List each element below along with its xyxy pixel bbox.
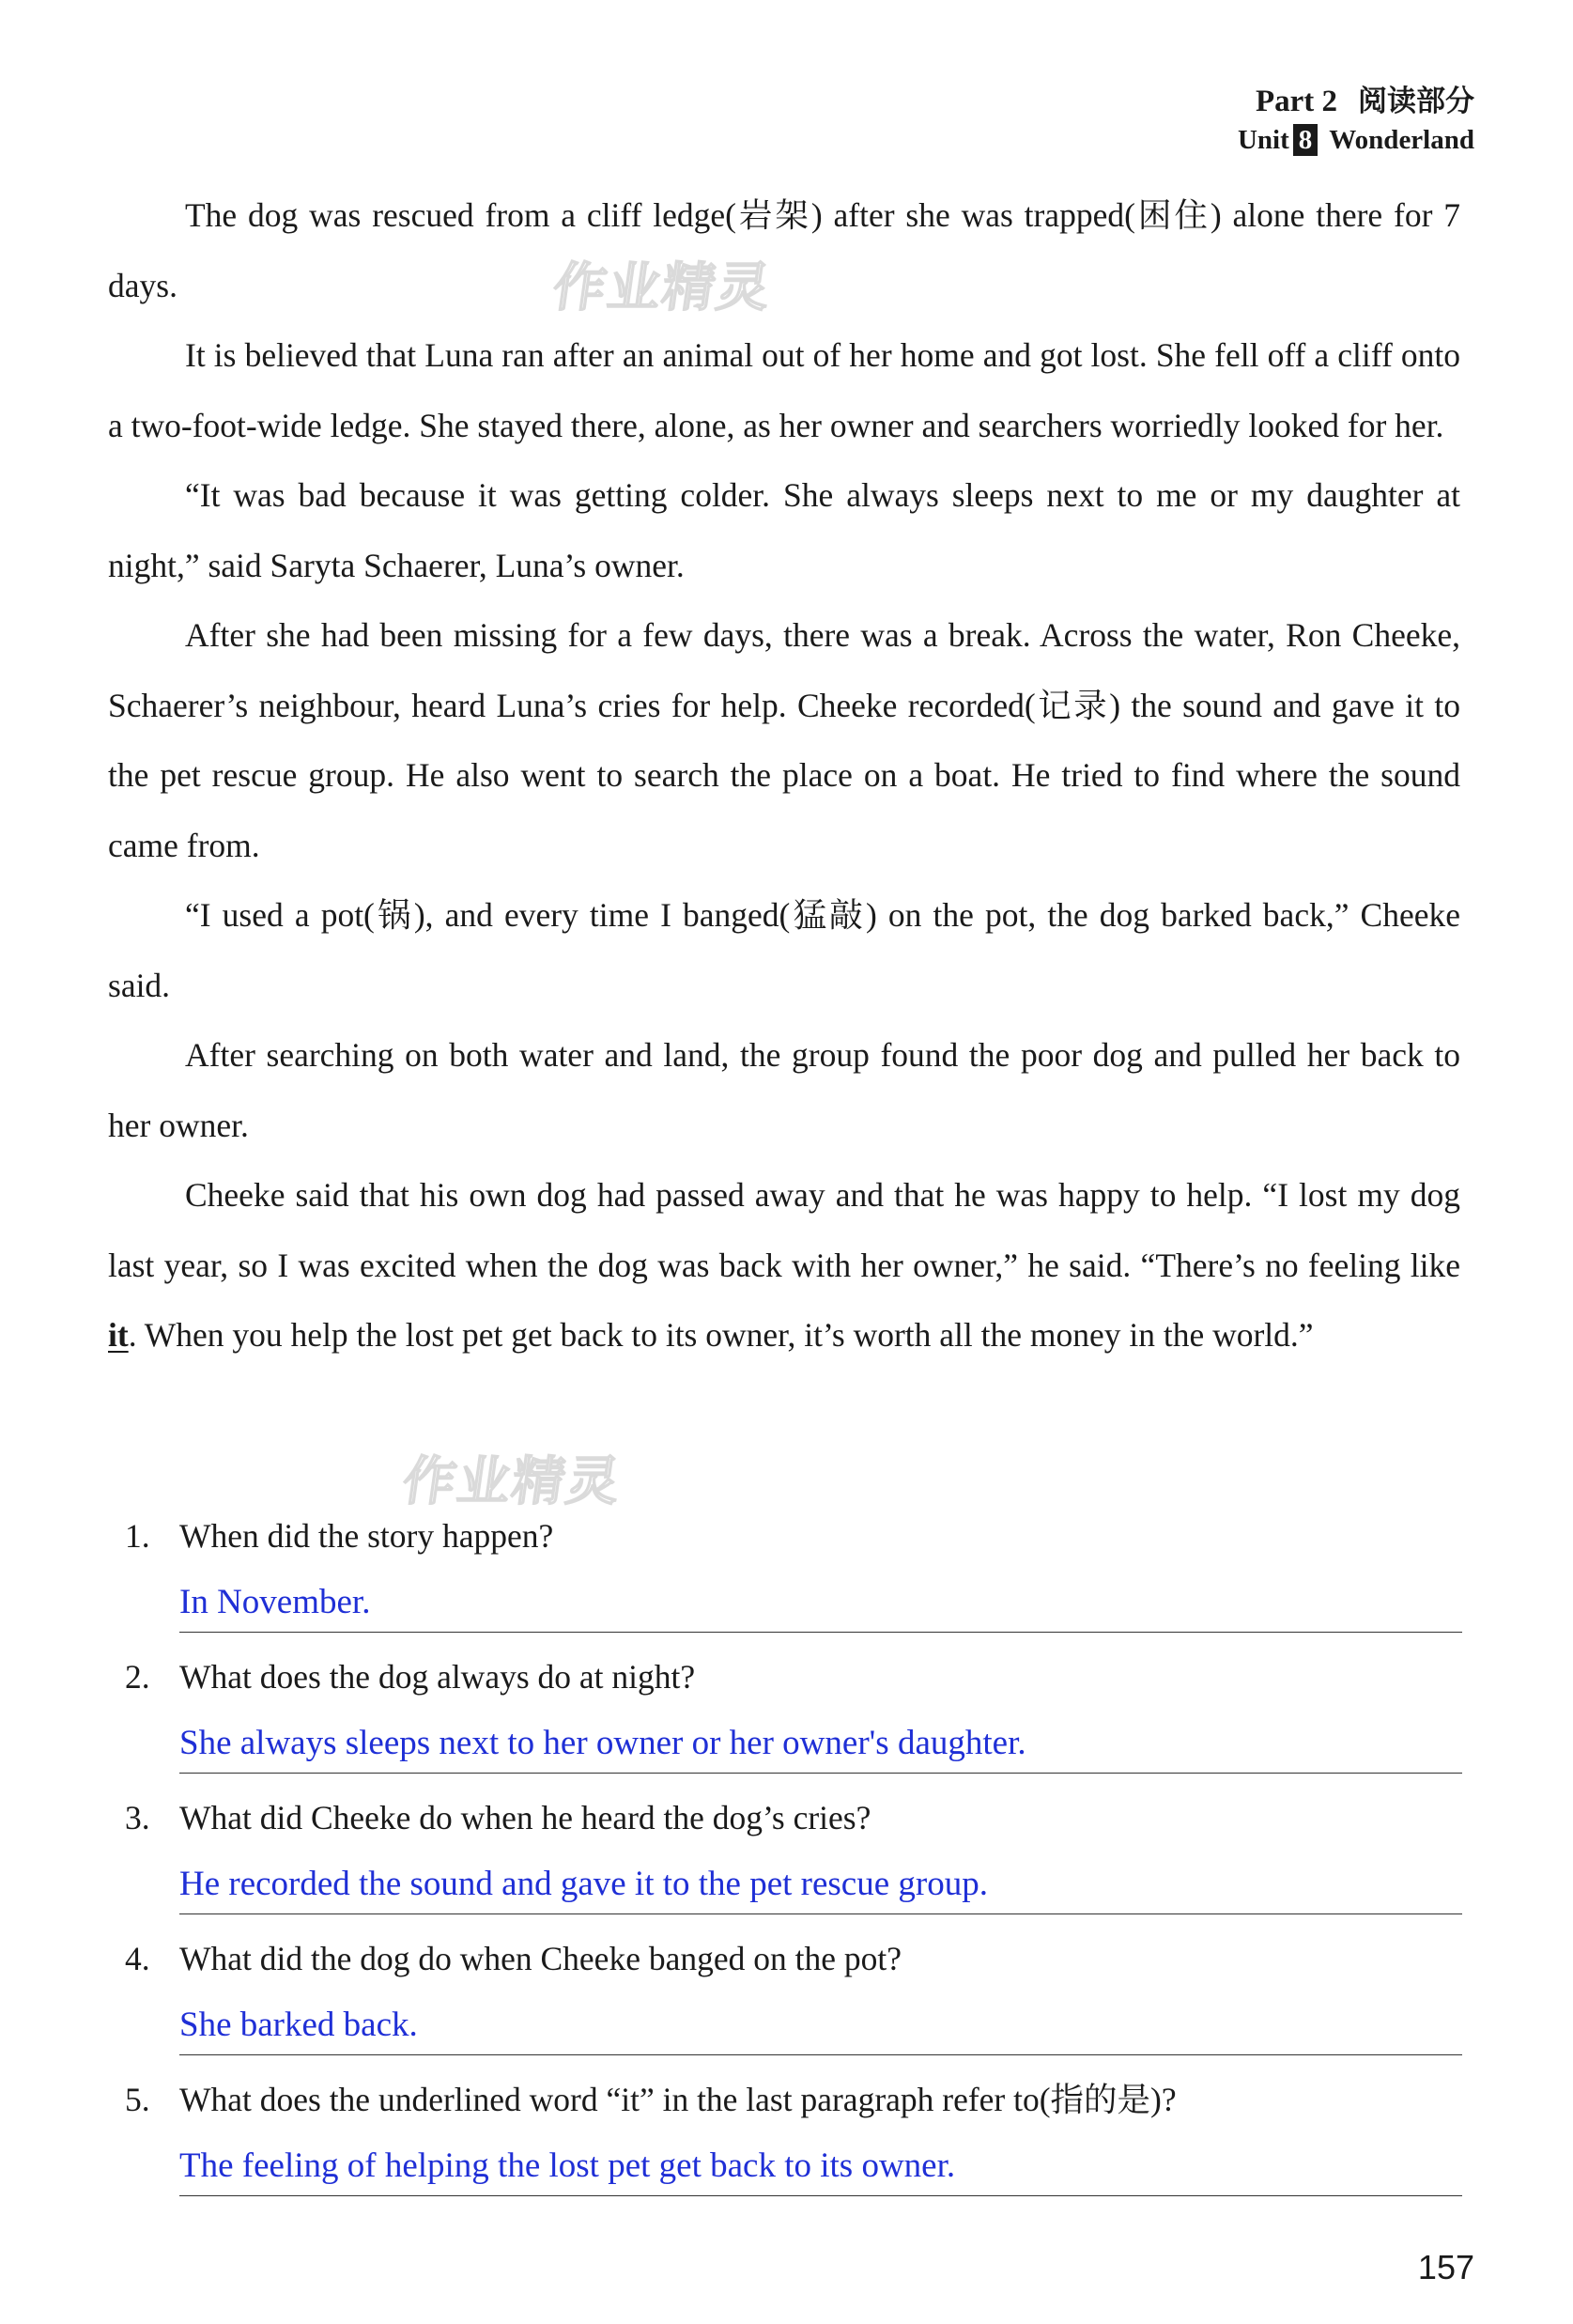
- question-list: [108, 1506, 1460, 2210]
- passage-paragraph-5: “I used a pot(锅), and every time I banged(猛敲) on the pot, the dog barked back,” Cheeke said.: [108, 896, 1460, 1004]
- page-number: 157: [1417, 2248, 1474, 2286]
- question-4-text: [125, 1929, 902, 1989]
- passage-paragraph-2: It is believed that Luna ran after an animal out of her home and got lost. She fell off a cliff onto a two-foot-wide ledge. She stayed there, alone, as her owner and searchers worriedly looked for her.: [108, 336, 1460, 444]
- question-5-text: [125, 2069, 1177, 2130]
- part-chinese-title: 阅读部分: [1358, 85, 1474, 118]
- passage-paragraph-6: After searching on both water and land, the group found the poor dog and pulled her back to her owner.: [108, 1036, 1460, 1144]
- question-item-3: [108, 1788, 1460, 1929]
- question-2-text: [125, 1647, 695, 1707]
- answer-line-1[interactable]: In November.: [179, 1566, 1462, 1633]
- question-item-4: [108, 1929, 1460, 2069]
- question-prompt: What did the dog do when Cheeke banged on the pot?: [179, 1940, 902, 1977]
- part-label: Part 2: [1255, 85, 1337, 118]
- answer-line-3[interactable]: He recorded the sound and gave it to the pet rescue group.: [179, 1848, 1462, 1914]
- question-item-2: [108, 1647, 1460, 1788]
- question-number: 1.: [125, 1517, 150, 1555]
- question-item-1: [108, 1506, 1460, 1647]
- watermark-top: 作业精灵: [548, 257, 776, 318]
- question-3-text: [125, 1788, 871, 1848]
- question-prompt: What did Cheeke do when he heard the dog’s cries?: [179, 1799, 871, 1836]
- reading-passage: [108, 180, 1460, 1371]
- passage-paragraph-7: [108, 1160, 1460, 1371]
- unit-label: Unit: [1237, 125, 1289, 156]
- answer-line-5[interactable]: The feeling of helping the lost pet get back to its owner.: [179, 2130, 1462, 2196]
- page-header: [1238, 83, 1474, 158]
- question-prompt: When did the story happen?: [179, 1517, 554, 1555]
- question-prompt: What does the underlined word “it” in the last paragraph refer to(指的是)?: [179, 2081, 1177, 2118]
- paragraph-7-text-start: Cheeke said that his own dog had passed away and that he was happy to help. “I lost my dog last year, so I was excited when the dog was back with her owner,” he said. “There’s no feeling like: [108, 1176, 1460, 1284]
- question-number: 2.: [125, 1658, 150, 1696]
- question-number: 3.: [125, 1799, 150, 1836]
- watermark-bottom: 作业精灵: [398, 1451, 625, 1512]
- paragraph-7-text-end: . When you help the lost pet get back to its owner, it’s worth all the money in the world.”: [128, 1316, 1314, 1354]
- question-prompt: What does the dog always do at night?: [179, 1658, 696, 1696]
- passage-paragraph-4: After she had been missing for a few days, there was a break. Across the water, Ron Cheeke, Schaerer’s neighbour, heard Luna’s cries for help. Cheeke recorded(记录) the sound and gave it to the pet rescue group. He also went to search the place on a boat. He tried to find where the sound came from.: [108, 616, 1460, 864]
- unit-heading: [1238, 123, 1474, 157]
- passage-paragraph-3: “It was bad because it was getting colder. She always sleeps next to me or my daughter at night,” said Saryta Schaerer, Luna’s owner.: [108, 476, 1460, 584]
- unit-title: Wonderland: [1329, 125, 1474, 156]
- underlined-word-it: it: [108, 1316, 129, 1354]
- unit-number-badge: 8: [1293, 124, 1319, 156]
- passage-paragraph-1: The dog was rescued from a cliff ledge(岩架) after she was trapped(困住) alone there for 7 days.: [108, 196, 1460, 304]
- part-heading: [1238, 83, 1474, 121]
- answer-line-4[interactable]: She barked back.: [179, 1989, 1462, 2055]
- question-1-text: [125, 1506, 553, 1566]
- answer-line-2[interactable]: She always sleeps next to her owner or her owner's daughter.: [179, 1707, 1462, 1774]
- question-number: 4.: [125, 1940, 150, 1977]
- question-number: 5.: [125, 2081, 150, 2118]
- question-item-5: [108, 2069, 1460, 2210]
